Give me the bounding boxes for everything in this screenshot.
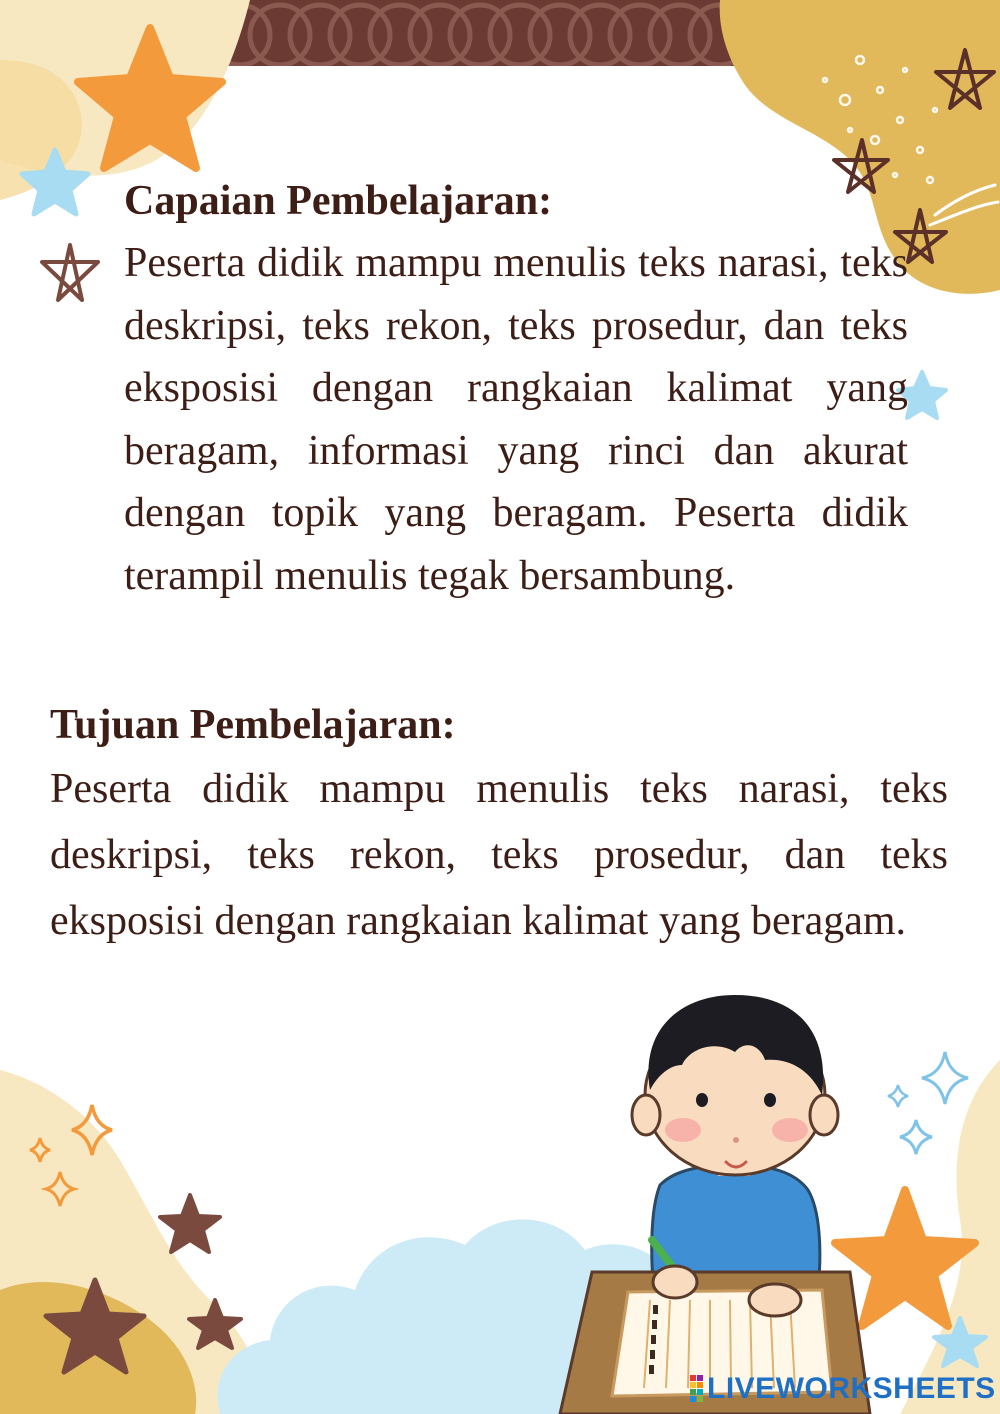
watermark-text: LIVEWORKSHEETS (707, 1372, 996, 1405)
sparkle-icon (922, 1052, 968, 1104)
sparkle-icon (888, 1085, 908, 1107)
boy-writing-illustration (560, 995, 870, 1414)
capaian-section (124, 170, 908, 607)
capaian-text: Peserta didik mampu menulis teks narasi, teks deskripsi, teks rekon, teks prosedur, dan teks eksposisi dengan rangkaian kalimat yang beragam, informasi yang rinci dan akurat dengan topik yang beragam. Peserta didik terampil menulis tegak bersambung. (124, 240, 908, 599)
star-icon (42, 245, 98, 300)
tujuan-section (50, 694, 948, 954)
star-icon (160, 1195, 220, 1252)
tujuan-heading: Tujuan Pembelajaran: (50, 702, 456, 748)
tujuan-text: Peserta didik mampu menulis teks narasi, teks deskripsi, teks rekon, teks prosedur, dan teks eksposisi dengan rangkaian kalimat yang beragam. (50, 766, 948, 944)
capaian-heading: Capaian Pembelajaran: (124, 178, 553, 224)
sparkle-icon (900, 1120, 932, 1154)
liveworksheets-logo-icon (690, 1375, 704, 1403)
liveworksheets-watermark[interactable] (690, 1372, 996, 1406)
